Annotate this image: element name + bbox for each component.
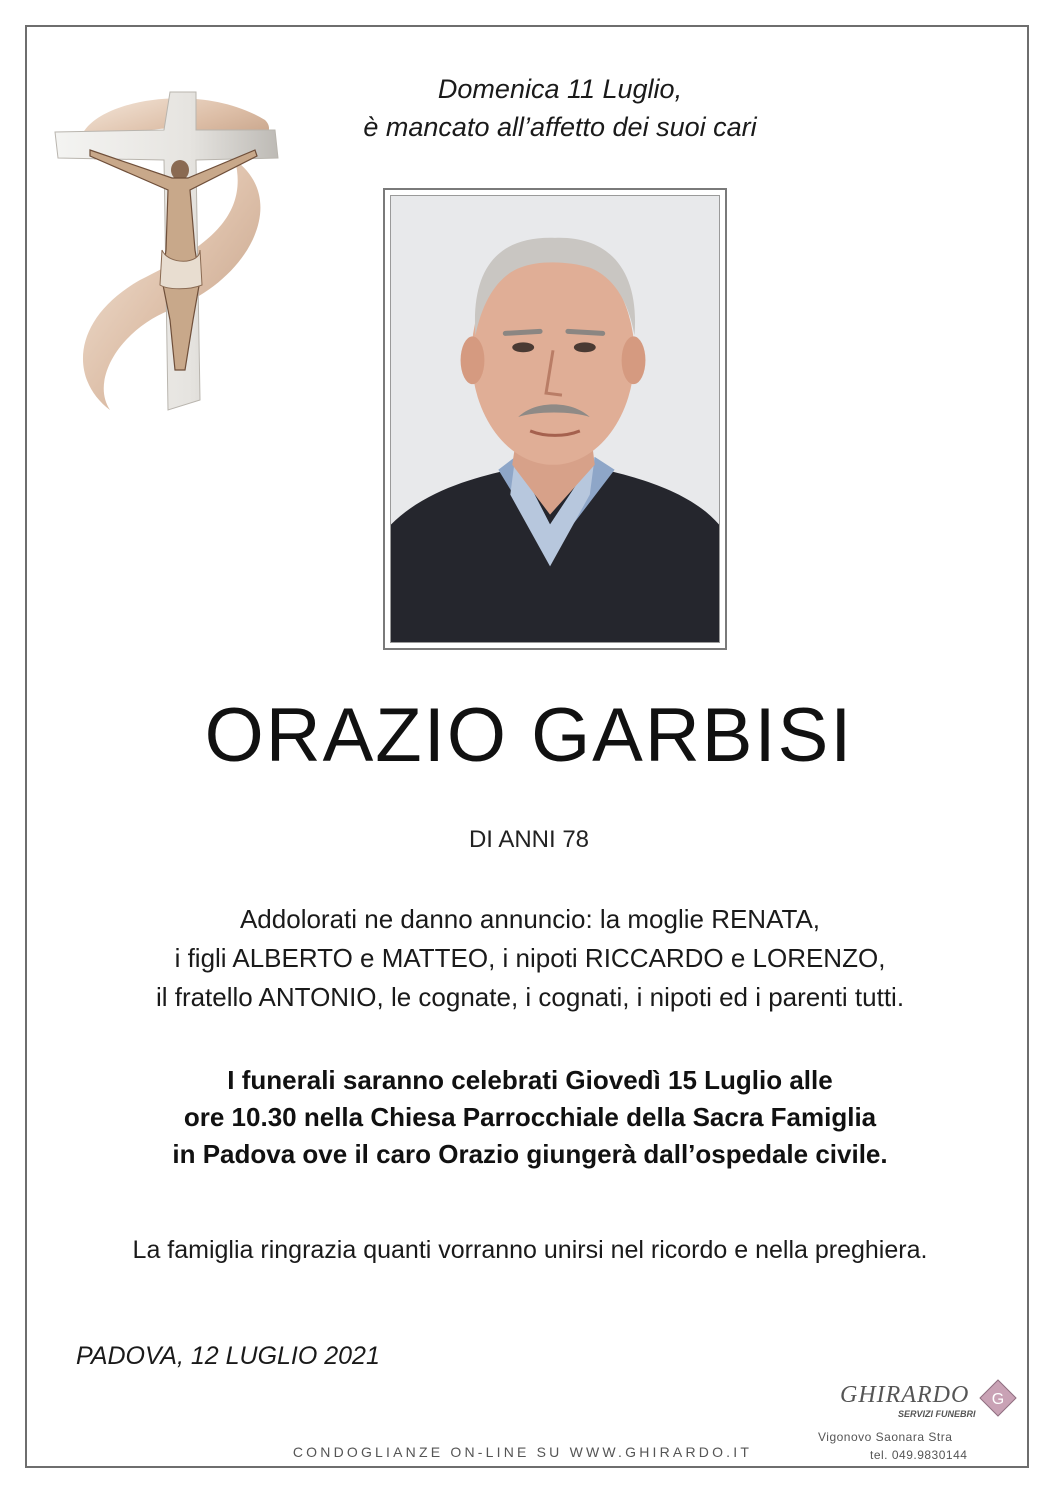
intro-line-message: è mancato all’affetto dei suoi cari — [363, 112, 757, 142]
thanks-message: La famiglia ringrazia quanti vorranno unirsi nel ricordo e nella preghiera. — [132, 1236, 928, 1264]
intro-text — [240, 70, 880, 146]
logo-subtitle: SERVIZI FUNEBRI — [898, 1409, 976, 1419]
portrait-illustration — [391, 196, 719, 642]
funeral-details — [60, 1062, 1000, 1173]
logo-phone: tel. 049.9830144 — [870, 1448, 968, 1462]
logo-mark-icon — [978, 1378, 1018, 1418]
announcement-line: il fratello ANTONIO, le cognate, i cognati, i nipoti ed i parenti tutti. — [155, 982, 905, 1012]
funeral-line: in Padova ove il caro Orazio giungerà dall’ospedale civile. — [172, 1139, 888, 1169]
condolences-link[interactable]: CONDOGLIANZE ON-LINE SU WWW.GHIRARDO.IT — [292, 1444, 753, 1460]
funeral-line: I funerali saranno celebrati Giovedì 15 Luglio alle — [227, 1065, 833, 1095]
place-date: PADOVA, 12 LUGLIO 2021 — [76, 1342, 380, 1370]
deceased-age: DI ANNI 78 — [468, 826, 590, 853]
family-announcement — [60, 900, 1000, 1017]
announcement-line: Addolorati ne danno annuncio: la moglie RENATA, — [239, 904, 821, 934]
portrait-photo — [383, 188, 727, 650]
announcement-line: i figli ALBERTO e MATTEO, i nipoti RICCARDO e LORENZO, — [174, 943, 886, 973]
logo-mark-letter: G — [991, 1391, 1005, 1408]
logo-address: Vigonovo Saonara Stra — [818, 1430, 953, 1444]
deceased-name: ORAZIO GARBISI — [204, 693, 854, 778]
funeral-line: ore 10.30 nella Chiesa Parrocchiale della Sacra Famiglia — [183, 1102, 877, 1132]
logo-name: GHIRARDO — [840, 1382, 970, 1408]
intro-line-date: Domenica 11 Luglio, — [437, 74, 683, 104]
